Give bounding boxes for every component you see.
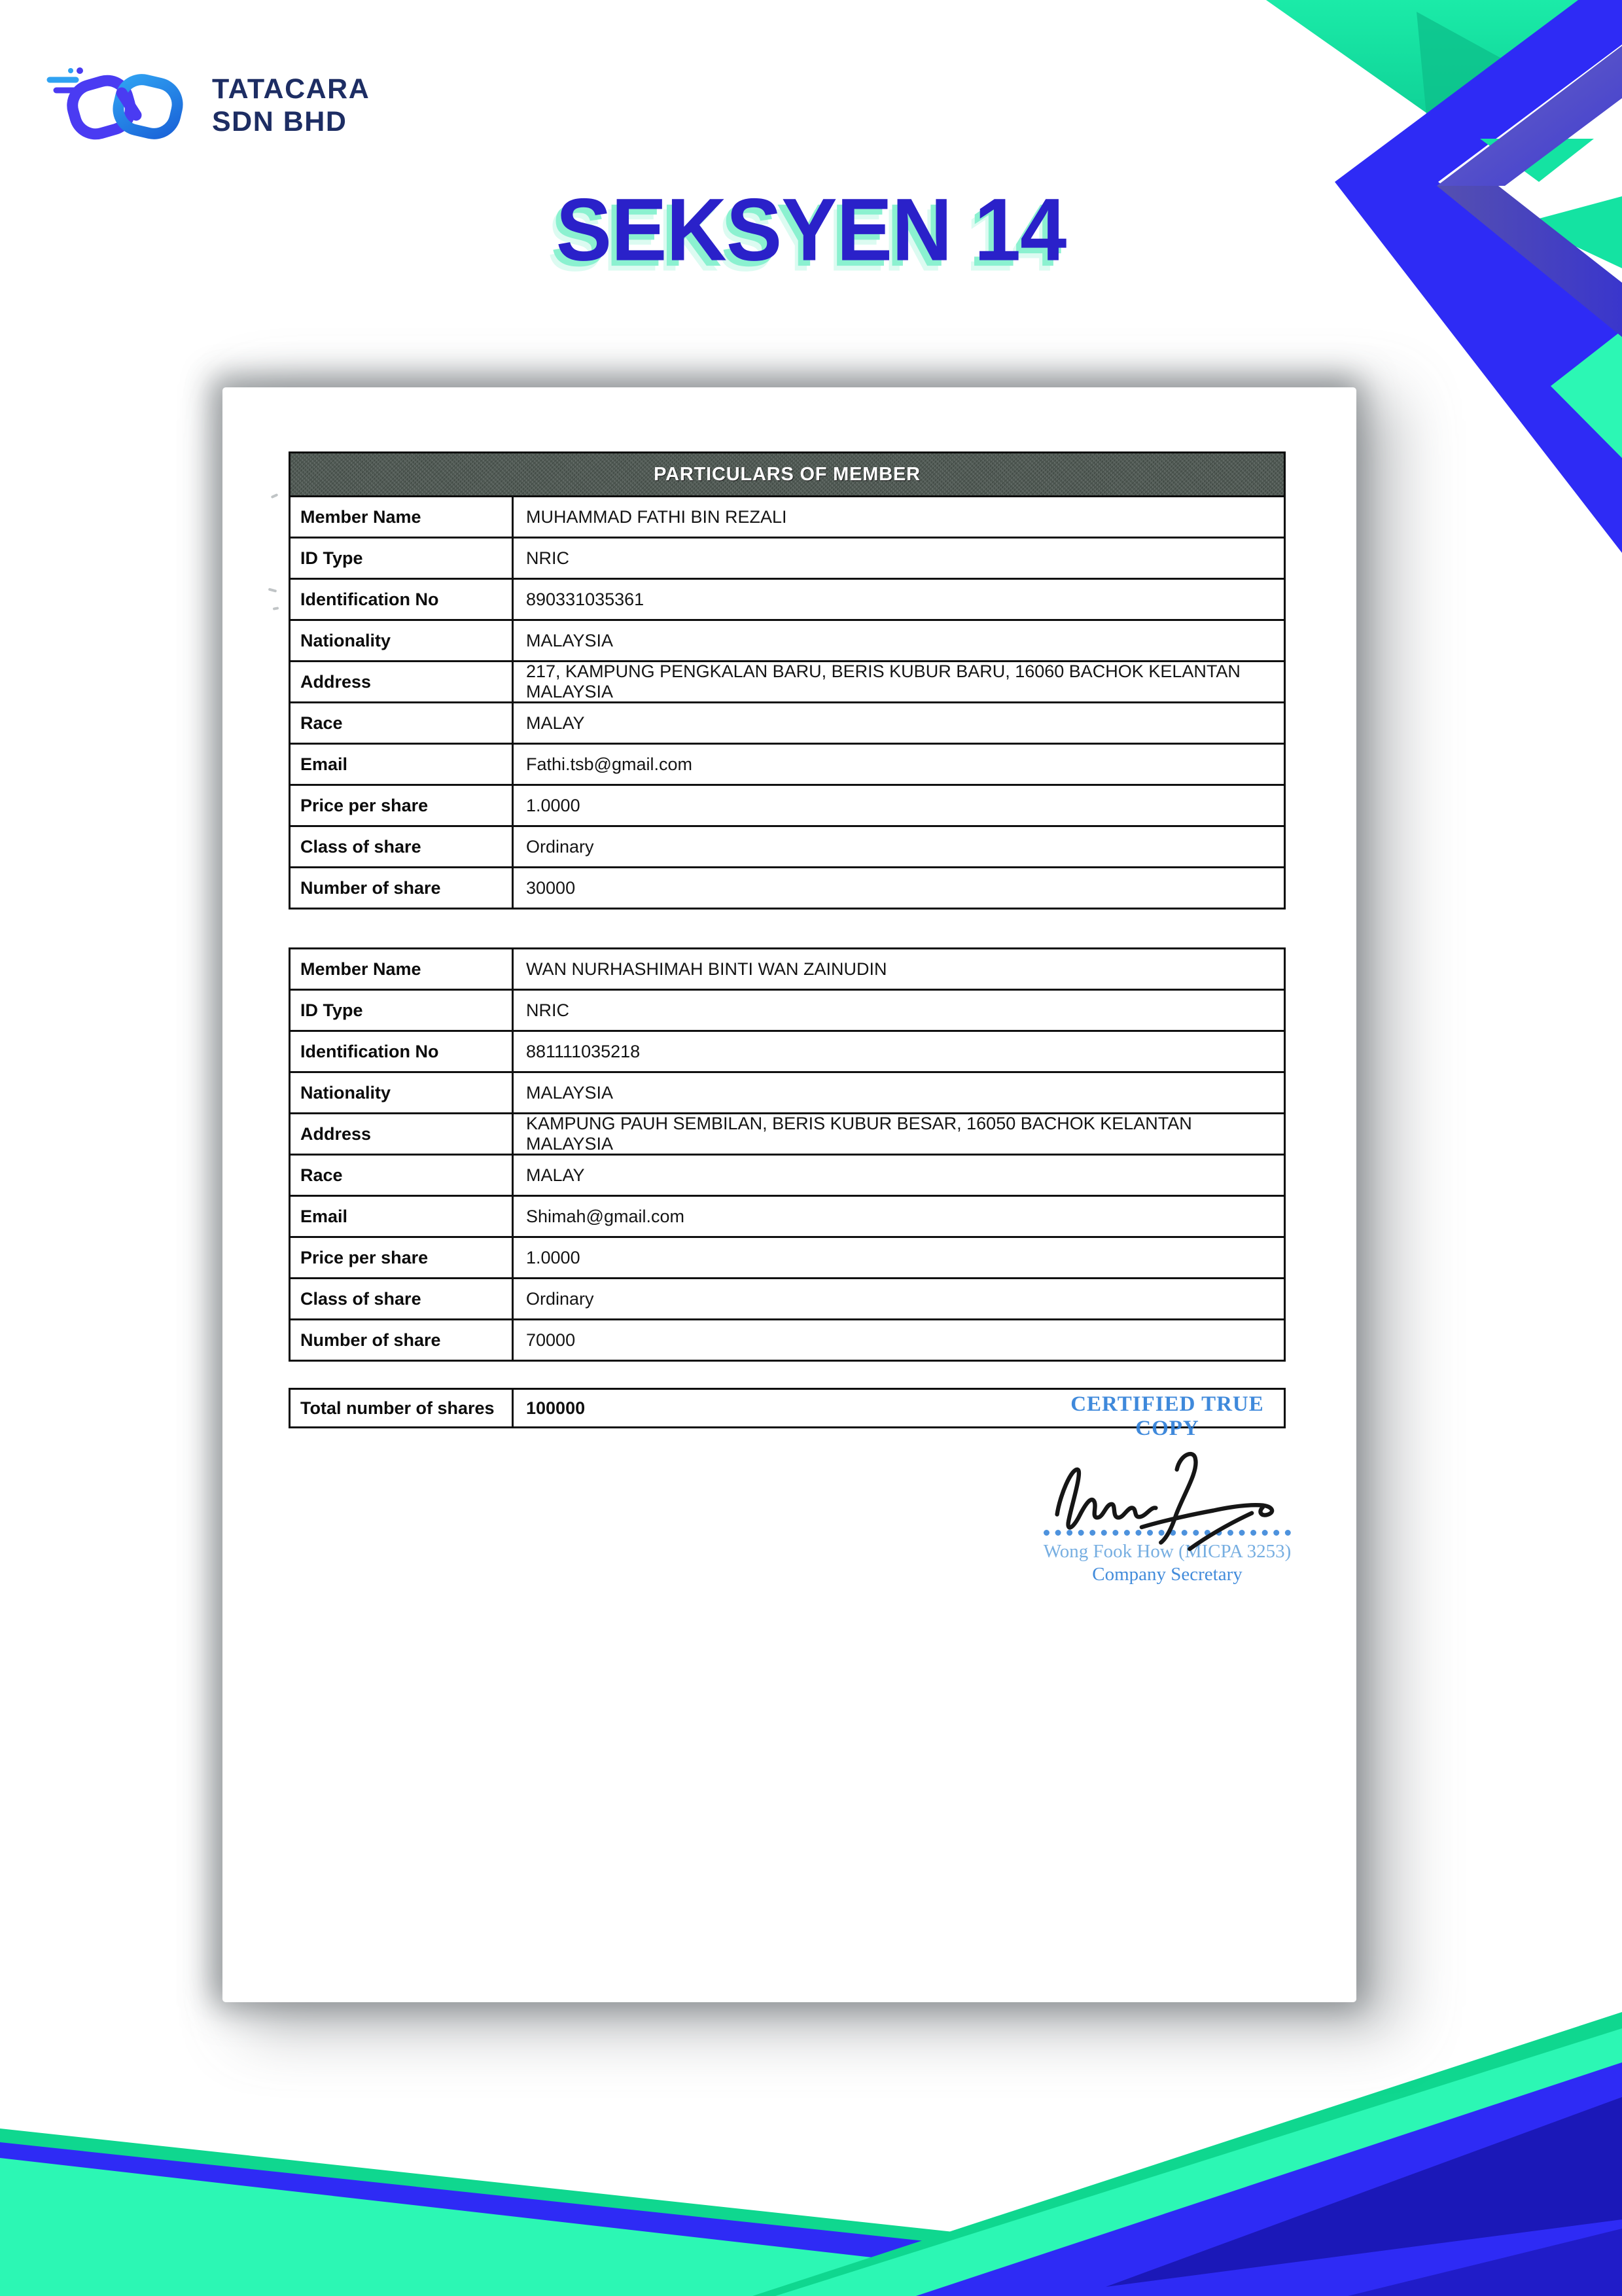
field-value: 70000 (526, 1330, 576, 1350)
table-row (291, 1238, 1284, 1279)
table-row (291, 1320, 1284, 1360)
field-value: KAMPUNG PAUH SEMBILAN, BERIS KUBUR BESAR, 16050 BACHOK KELANTAN MALAYSIA (526, 1114, 1192, 1154)
field-value: 1.0000 (526, 1247, 580, 1267)
field-label: Race (291, 1156, 514, 1195)
table-row (291, 1073, 1284, 1114)
member-table-1-rows (291, 497, 1284, 908)
field-label: Identification No (291, 1032, 514, 1071)
table-row (291, 1114, 1284, 1156)
table-row (291, 580, 1284, 621)
field-label: Member Name (291, 497, 514, 537)
table-row (291, 1156, 1284, 1197)
field-value: MALAY (526, 713, 585, 733)
field-value: NRIC (526, 548, 569, 568)
company-name-line2: SDN BHD (212, 106, 347, 137)
field-label: Class of share (291, 1279, 514, 1318)
bottom-decoration (0, 2012, 1622, 2296)
table-row (291, 539, 1284, 580)
table-row (291, 662, 1284, 703)
secretary-role: Company Secretary (1092, 1564, 1243, 1585)
table-row (291, 745, 1284, 786)
field-value: MALAY (526, 1165, 585, 1185)
field-label: Member Name (291, 949, 514, 989)
table-row (291, 497, 1284, 539)
table-row (291, 827, 1284, 868)
signature (1046, 1442, 1289, 1552)
scan-artifact (273, 607, 279, 610)
field-value: MALAYSIA (526, 1082, 614, 1103)
member-table-1 (289, 451, 1286, 910)
scan-artifact (268, 588, 277, 592)
total-shares-label: Total number of shares (291, 1390, 514, 1426)
document-content (289, 451, 1286, 1428)
field-label: Price per share (291, 1238, 514, 1277)
field-value: WAN NURHASHIMAH BINTI WAN ZAINUDIN (526, 959, 887, 979)
certification-stamp (1037, 1392, 1297, 1585)
table-row (291, 991, 1284, 1032)
field-label: Class of share (291, 827, 514, 866)
table-header: PARTICULARS OF MEMBER (291, 453, 1284, 497)
table-row (291, 868, 1284, 908)
field-label: Race (291, 703, 514, 743)
scanned-document-sheet (222, 387, 1356, 2002)
secretary-name: Wong Fook How (MICPA 3253) (1043, 1541, 1292, 1562)
field-value: Ordinary (526, 1288, 594, 1309)
field-label: Price per share (291, 786, 514, 825)
table-row (291, 703, 1284, 745)
field-label: Address (291, 662, 514, 701)
field-value: 1.0000 (526, 795, 580, 815)
member-table-2 (289, 947, 1286, 1362)
field-value: Fathi.tsb@gmail.com (526, 754, 692, 774)
company-logo (46, 60, 370, 150)
company-name-line1: TATACARA (212, 73, 370, 105)
field-label: Number of share (291, 868, 514, 908)
table-row (291, 1197, 1284, 1238)
table-row (291, 949, 1284, 991)
field-value: Ordinary (526, 836, 594, 857)
field-label: Email (291, 745, 514, 784)
table-row (291, 1032, 1284, 1073)
field-value: MUHAMMAD FATHI BIN REZALI (526, 506, 787, 527)
field-label: Identification No (291, 580, 514, 619)
field-label: Address (291, 1114, 514, 1154)
field-value: 30000 (526, 877, 576, 898)
field-label: ID Type (291, 539, 514, 578)
field-label: Nationality (291, 1073, 514, 1112)
scan-artifact (271, 493, 279, 499)
field-value: 890331035361 (526, 589, 644, 609)
field-value: MALAYSIA (526, 630, 614, 650)
field-value: Shimah@gmail.com (526, 1206, 684, 1226)
table-row (291, 621, 1284, 662)
field-label: Nationality (291, 621, 514, 660)
field-label: Email (291, 1197, 514, 1236)
company-name (212, 73, 370, 138)
page-title: SEKSYEN 14 (555, 180, 1067, 280)
field-label: Number of share (291, 1320, 514, 1360)
field-value: 881111035218 (526, 1041, 641, 1061)
member-table-2-rows (291, 949, 1284, 1360)
field-value: 217, KAMPUNG PENGKALAN BARU, BERIS KUBUR BARU, 16060 BACHOK KELANTAN MALAYSIA (526, 662, 1241, 701)
infinity-chain-logo-icon (46, 60, 202, 150)
field-label: ID Type (291, 991, 514, 1030)
table-row (291, 786, 1284, 827)
table-row (291, 1279, 1284, 1320)
total-shares-value: 100000 (526, 1398, 586, 1418)
certified-true-copy-text: CERTIFIED TRUE COPY (1070, 1392, 1264, 1440)
field-value: NRIC (526, 1000, 569, 1020)
